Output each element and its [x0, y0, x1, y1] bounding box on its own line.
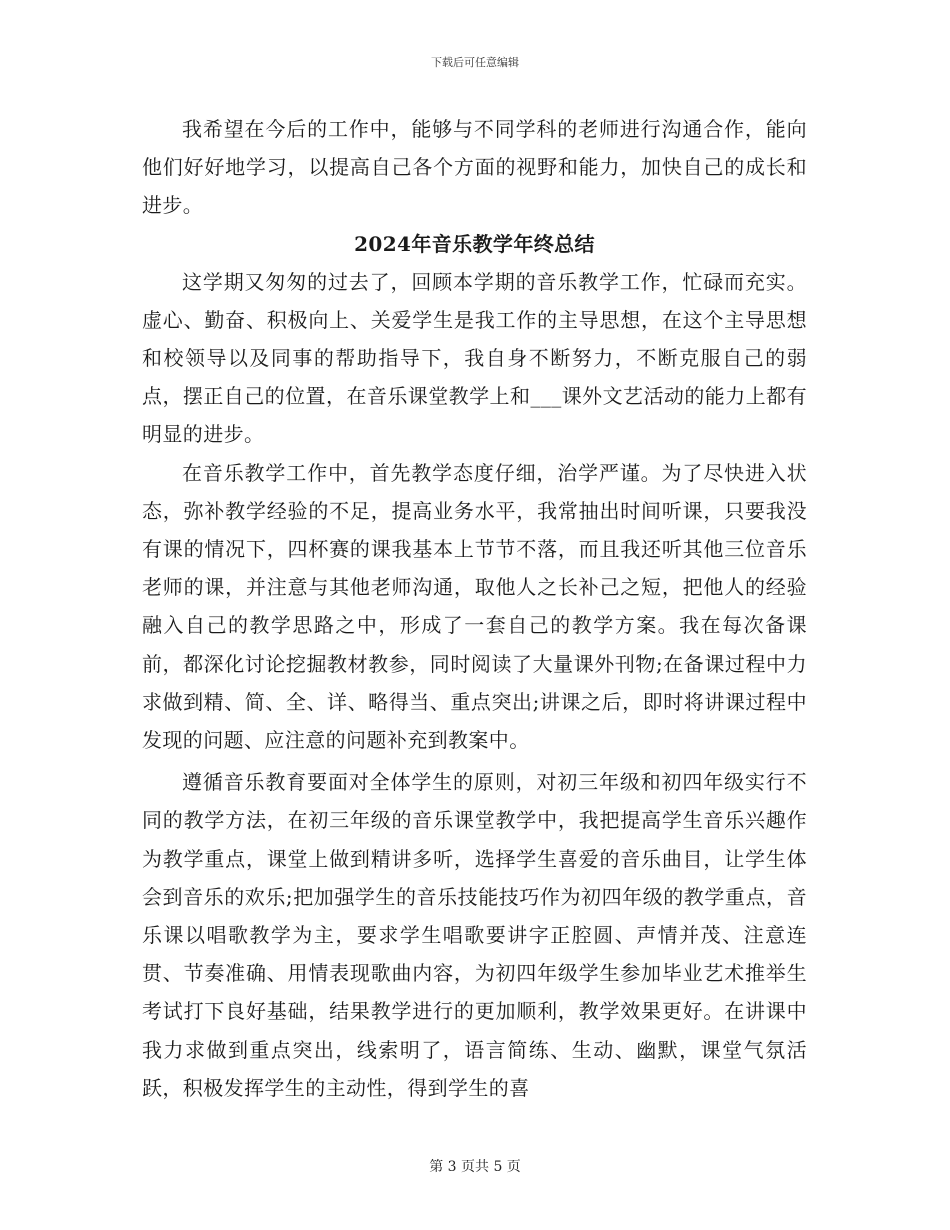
- page-header: 下载后可任意编辑: [431, 56, 519, 69]
- document-title: 2024年音乐教学年终总结: [354, 231, 595, 256]
- body-paragraph-2: 在音乐教学工作中，首先教学态度仔细，治学严谨。为了尽快进入状态，弥补教学经验的不足，提高业务水平，我常抽出时间听课，只要我没有课的情况下，四杯赛的课我基本上节节不落，而且我还听其他三位音乐老师的课，并注意与其他老师沟通，取他人之长补己之短，把他人的经验融入自己的教学思路之中，形成了一套自己的教学方案。我在每次备课前，都深化讨论挖掘教材教参，同时阅读了大量课外刊物;在备课过程中力求做到精、简、全、详、略得当、重点突出;讲课之后，即时将讲课过程中发现的问题、应注意的问题补充到教案中。: [142, 460, 807, 753]
- body-paragraph-3: 遵循音乐教育要面对全体学生的原则，对初三年级和初四年级实行不同的教学方法，在初三年级的音乐课堂教学中，我把提高学生音乐兴趣作为教学重点，课堂上做到精讲多听，选择学生喜爱的音乐曲目，让学生体会到音乐的欢乐;把加强学生的音乐技能技巧作为初四年级的教学重点，音乐课以唱歌教学为主，要求学生唱歌要讲字正腔圆、声情并茂、注意连贯、节奏准确、用情表现歌曲内容，为初四年级学生参加毕业艺术推举生考试打下良好基础，结果教学进行的更加顺利，教学效果更好。在讲课中我力求做到重点突出，线索明了，语言简练、生动、幽默，课堂气氛活跃，积极发挥学生的主动性，得到学生的喜: [142, 770, 807, 1100]
- body-paragraph-1: 这学期又匆匆的过去了，回顾本学期的音乐教学工作，忙碌而充实。虚心、勤奋、积极向上、关爱学生是我工作的主导思想，在这个主导思想和校领导以及同事的帮助指导下，我自身不断努力，不断克服自己的弱点，摆正自己的位置，在音乐课堂教学上和___课外文艺活动的能力上都有明显的进步。: [142, 269, 807, 447]
- page-footer: 第 3 页共 5 页: [429, 1159, 521, 1175]
- intro-paragraph: 我希望在今后的工作中，能够与不同学科的老师进行沟通合作，能向他们好好地学习，以提高自己各个方面的视野和能力，加快自己的成长和进步。: [142, 117, 807, 218]
- document-body: [142, 110, 807, 1107]
